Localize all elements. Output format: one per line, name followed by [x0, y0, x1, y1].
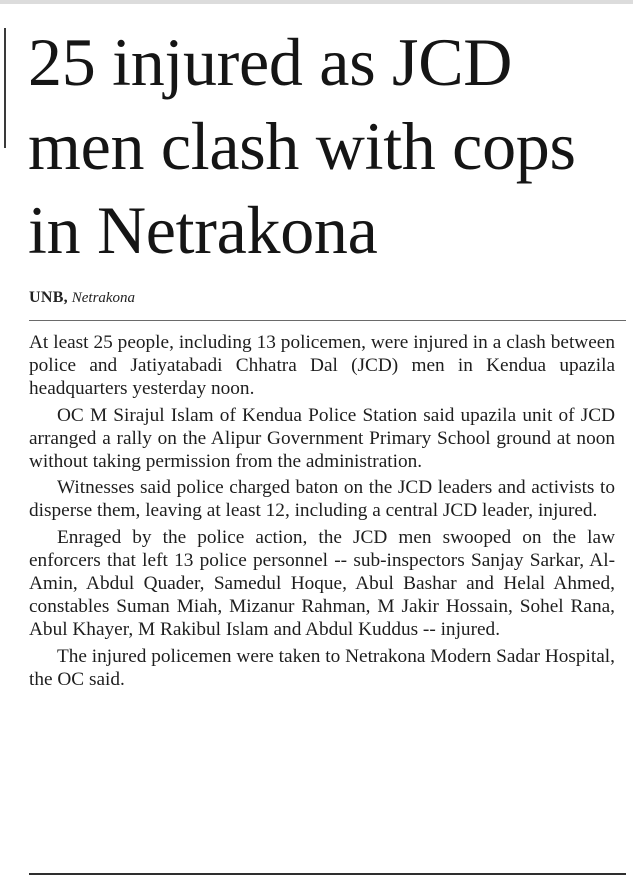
article-paragraph: OC M Sirajul Islam of Kendua Police Station said upazila unit of JCD arranged a rally on the Alipur Government Primary School ground at noon without taking permission from the administration. [29, 404, 615, 473]
top-divider [0, 0, 633, 4]
article-paragraph: At least 25 people, including 13 policemen, were injured in a clash between police and Jatiyatabadi Chhatra Dal (JCD) men in Kendua upazila headquarters yesterday noon. [29, 332, 615, 400]
byline-location: Netrakona [71, 290, 136, 306]
byline-agency: UNB, [29, 289, 68, 306]
bottom-divider [29, 873, 626, 875]
article-byline [29, 289, 135, 307]
article-headline: 25 injured as JCD men clash with cops in Netrakona [28, 24, 576, 268]
byline-divider [29, 320, 626, 321]
article-paragraph: Enraged by the police action, the JCD men swooped on the law enforcers that left 13 police personnel -- sub-inspectors Sanjay Sarkar, Al-Amin, Abdul Quader, Samedul Hoque, Abul Bashar and Helal Ahmed, constables Suman Miah, Mizanur Rahman, M Jakir Hossain, Sohel Rana, Abul Khayer, M Rakibul Islam and Abdul Kuddus -- injured. [29, 526, 615, 641]
column-rule [4, 28, 6, 148]
article-paragraph: Witnesses said police charged baton on the JCD leaders and activists to disperse them, leaving at least 12, including a central JCD leader, injured. [29, 477, 615, 522]
article-paragraph: The injured policemen were taken to Netrakona Modern Sadar Hospital, the OC said. [29, 645, 615, 690]
article-body [29, 331, 615, 694]
